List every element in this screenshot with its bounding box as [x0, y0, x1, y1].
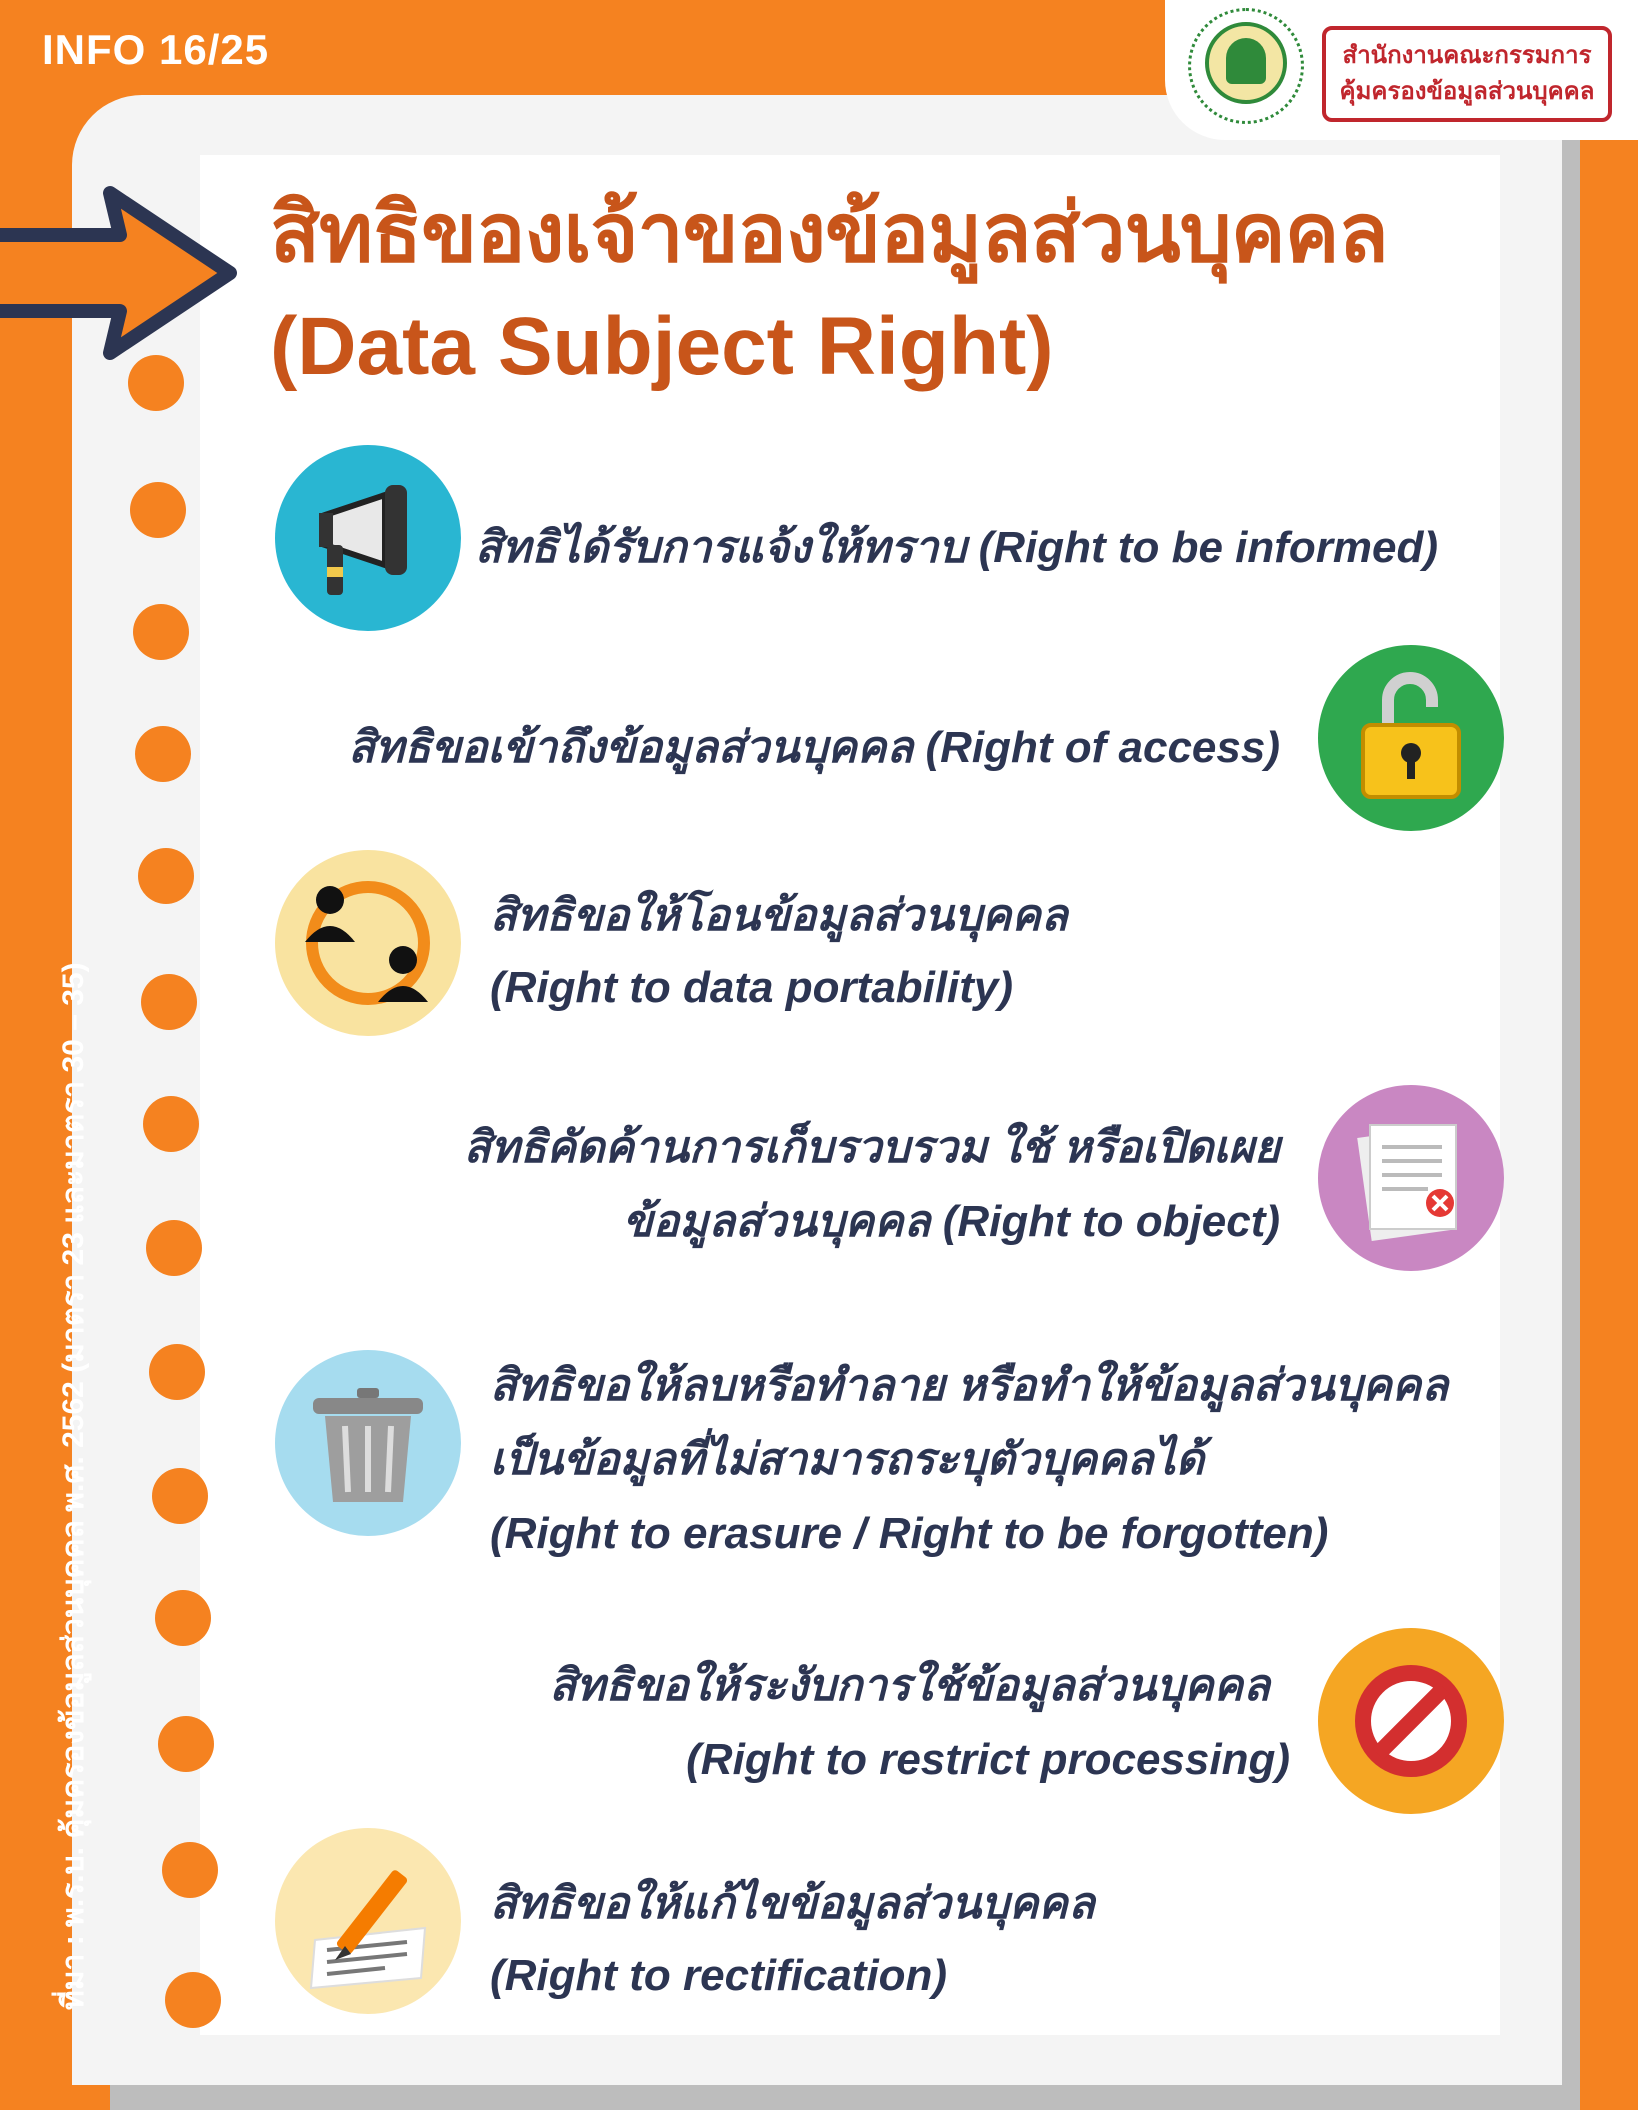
right-object-badge	[1318, 1085, 1504, 1271]
ministry-emblem-figure	[1226, 38, 1266, 84]
binder-hole	[158, 1716, 214, 1772]
right-object-line2: ข้อมูลส่วนบุคคล (Right to object)	[622, 1197, 1280, 1246]
source-citation: ที่มา : พ.ร.บ. คุ้มครองข้อมูลส่วนบุคคล พ.ศ. 2562 (มาตรา 23 และมาตรา 30 – 35)	[57, 962, 90, 2010]
right-access-badge	[1318, 645, 1504, 831]
org-name-line2: คุ้มครองข้อมูลส่วนบุคคล	[1339, 78, 1595, 105]
org-name-box	[1322, 26, 1612, 122]
binder-hole	[165, 1972, 221, 2028]
binder-hole	[141, 974, 197, 1030]
prohibited-sign-icon	[1318, 1628, 1504, 1814]
org-name-line1: สำนักงานคณะกรรมการ	[1342, 42, 1592, 69]
pointer-arrow-icon	[0, 175, 260, 365]
right-access-text: สิทธิขอเข้าถึงข้อมูลส่วนบุคคล (Right of access)	[348, 723, 1280, 772]
right-informed-text: สิทธิได้รับการแจ้งให้ทราบ (Right to be informed)	[475, 523, 1439, 572]
right-erasure-badge	[275, 1350, 461, 1536]
binder-hole	[155, 1590, 211, 1646]
right-restrict-badge	[1318, 1628, 1504, 1814]
rejected-document-icon	[1318, 1085, 1504, 1271]
page-title-thai: สิทธิของเจ้าของข้อมูลส่วนบุคคล	[270, 188, 1388, 279]
right-restrict-line2: (Right to restrict processing)	[686, 1735, 1290, 1784]
right-informed-badge	[275, 445, 461, 631]
right-rectification-line1: สิทธิขอให้แก้ไขข้อมูลส่วนบุคคล	[490, 1879, 1095, 1928]
data-transfer-people-icon	[275, 850, 461, 1036]
right-portability-line1: สิทธิขอให้โอนข้อมูลส่วนบุคคล	[490, 891, 1068, 940]
binder-hole	[138, 848, 194, 904]
binder-hole	[146, 1220, 202, 1276]
right-rectification-line2: (Right to rectification)	[490, 1951, 948, 2000]
right-object-line1: สิทธิคัดค้านการเก็บรวบรวม ใช้ หรือเปิดเผย	[463, 1123, 1280, 1172]
pen-and-paper-icon	[275, 1828, 461, 2014]
right-restrict-line1: สิทธิขอให้ระงับการใช้ข้อมูลส่วนบุคคล	[549, 1661, 1270, 1710]
info-page-counter: INFO 16/25	[42, 26, 270, 73]
megaphone-icon	[275, 445, 461, 631]
right-portability-line2: (Right to data portability)	[490, 963, 1014, 1012]
binder-hole	[135, 726, 191, 782]
right-erasure-line2: เป็นข้อมูลที่ไม่สามารถระบุตัวบุคคลได้	[490, 1435, 1205, 1484]
right-erasure-line3: (Right to erasure / Right to be forgotten)	[490, 1509, 1329, 1558]
binder-hole	[162, 1842, 218, 1898]
trash-bin-icon	[275, 1350, 461, 1536]
binder-hole	[143, 1096, 199, 1152]
binder-hole	[149, 1344, 205, 1400]
right-rectification-badge	[275, 1828, 461, 2014]
page-title-english: (Data Subject Right)	[270, 301, 1054, 392]
binder-hole	[133, 604, 189, 660]
binder-hole	[152, 1468, 208, 1524]
unlocked-padlock-icon	[1318, 645, 1504, 831]
binder-hole	[130, 482, 186, 538]
right-portability-badge	[275, 850, 461, 1036]
right-erasure-line1: สิทธิขอให้ลบหรือทำลาย หรือทำให้ข้อมูลส่วนบุคคล	[490, 1361, 1449, 1410]
